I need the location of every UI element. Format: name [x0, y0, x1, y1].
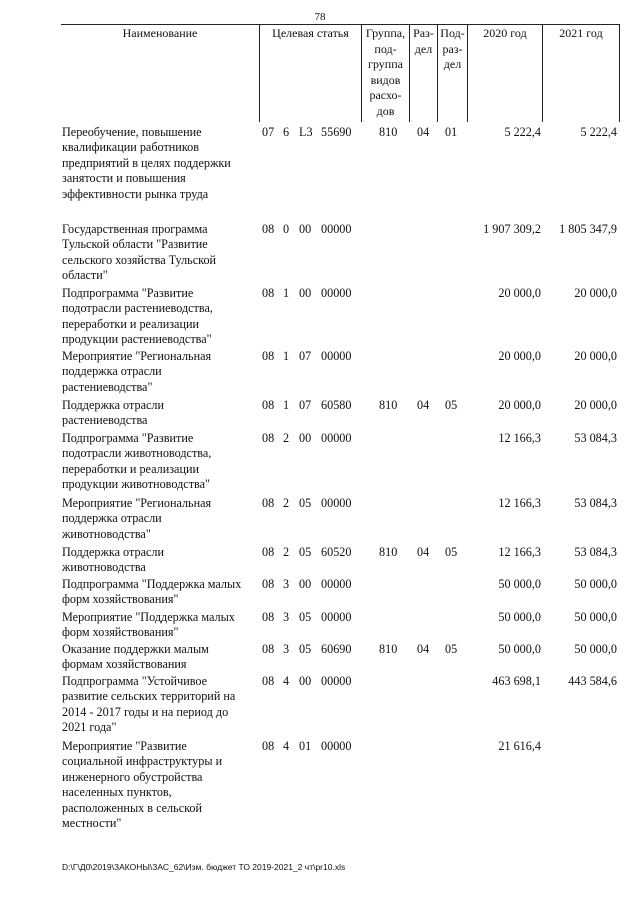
target-code-part: 08: [262, 431, 275, 445]
value-2020: 12 166,3: [498, 496, 541, 510]
header-divider: [619, 24, 620, 122]
row-name-line: инженерного обустройства: [62, 769, 203, 784]
value-2021: 50 000,0: [574, 642, 617, 656]
header-razdel-line: дел: [414, 41, 433, 56]
row-name: [62, 431, 258, 493]
target-code-part: 08: [262, 739, 275, 753]
page-number: 78: [314, 11, 326, 23]
target-code-part: 08: [262, 286, 275, 300]
row-name: [62, 222, 258, 284]
row-name-line: квалификации работников: [62, 140, 199, 155]
row-name-line: населенных пунктов,: [62, 785, 172, 800]
target-code-part: 3: [283, 577, 290, 591]
target-code-part: 00: [299, 431, 312, 445]
target-code-part: 2: [283, 431, 290, 445]
razdel-code: 04: [417, 398, 430, 412]
value-2020: 20 000,0: [498, 286, 541, 300]
target-code-part: 05: [299, 610, 312, 624]
row-name: [62, 286, 258, 348]
value-2021: 20 000,0: [574, 286, 617, 300]
row-name-line: Мероприятие "Региональная: [62, 349, 212, 363]
row-name-line: Мероприятие "Поддержка малых: [62, 610, 235, 624]
row-name-line: продукции животноводства": [62, 477, 211, 492]
target-code-part: 00000: [321, 349, 352, 363]
row-name-line: растениеводства: [62, 413, 148, 428]
header-podrazdel-line: дел: [443, 57, 462, 71]
header-group-line: под-: [374, 41, 397, 56]
row-name-line: переработки и реализации: [62, 316, 200, 331]
group-code: 810: [379, 642, 398, 656]
podrazdel-code: 05: [445, 545, 458, 559]
header-year-2020: 2020 год: [483, 26, 527, 40]
target-code-part: 4: [283, 674, 290, 688]
value-2020: 463 698,1: [492, 674, 541, 688]
value-2021: 53 084,3: [574, 545, 617, 559]
target-code-part: 00000: [321, 674, 352, 688]
target-code-part: 2: [283, 545, 290, 559]
target-code-part: 3: [283, 642, 290, 656]
value-2021: 53 084,3: [574, 496, 617, 510]
row-name-line: поддержка отрасли: [62, 364, 162, 379]
row-name: [62, 349, 258, 395]
row-name: [62, 610, 258, 641]
value-2021: 20 000,0: [574, 398, 617, 412]
podrazdel-code: 01: [445, 125, 458, 139]
value-2020: 1 907 309,2: [483, 222, 541, 236]
razdel-code: 04: [417, 545, 430, 559]
row-name: [62, 398, 258, 429]
row-name-line: форм хозяйствования": [62, 592, 179, 607]
row-name: [62, 496, 258, 542]
row-name-line: поддержка отрасли: [62, 511, 162, 526]
row-name-line: подотрасли животноводства,: [62, 446, 212, 461]
header-year-2021: 2021 год: [559, 26, 603, 40]
header-name: Наименование: [122, 26, 198, 40]
value-2021: 443 584,6: [568, 674, 617, 688]
group-code: 810: [379, 125, 398, 139]
header-group-line: видов: [370, 72, 401, 87]
header-top-border: [61, 24, 619, 25]
row-name-line: Переобучение, повышение: [62, 125, 202, 139]
target-code-part: 07: [299, 349, 312, 363]
value-2021: 50 000,0: [574, 577, 617, 591]
row-name-line: расположенных в сельской: [62, 800, 203, 815]
target-code-part: 05: [299, 496, 312, 510]
target-code-part: 08: [262, 349, 275, 363]
row-name-line: животноводства: [62, 560, 146, 575]
header-razdel: [410, 26, 437, 120]
header-target-article: Целевая статья: [272, 26, 349, 40]
value-2021: 50 000,0: [574, 610, 617, 624]
row-name-line: подотрасли растениеводства,: [62, 301, 213, 316]
value-2020: 5 222,4: [504, 125, 541, 139]
target-code-part: 05: [299, 545, 312, 559]
header-group-line: дов: [376, 103, 395, 118]
target-code-part: 07: [299, 398, 312, 412]
row-name-line: Государственная программа: [62, 222, 208, 236]
target-code-part: 08: [262, 642, 275, 656]
row-name-line: Оказание поддержки малым: [62, 642, 209, 656]
row-name-line: сельского хозяйства Тульской: [62, 252, 217, 267]
value-2020: 12 166,3: [498, 431, 541, 445]
row-name-line: социальной инфраструктуры и: [62, 754, 223, 769]
row-name: [62, 577, 258, 608]
row-name-line: Мероприятие "Развитие: [62, 739, 187, 753]
row-name-line: 2021 года": [62, 720, 117, 735]
target-code-part: 1: [283, 286, 290, 300]
target-code-part: L3: [299, 125, 313, 139]
target-code-part: 60520: [321, 545, 352, 559]
value-2021: 53 084,3: [574, 431, 617, 445]
target-code-part: 08: [262, 398, 275, 412]
row-name-line: Мероприятие "Региональная: [62, 496, 212, 510]
row-name: [62, 739, 258, 831]
row-name-line: Поддержка отрасли: [62, 398, 164, 412]
target-code-part: 4: [283, 739, 290, 753]
razdel-code: 04: [417, 125, 430, 139]
header-razdel-line: Раз-: [413, 26, 434, 40]
value-2020: 50 000,0: [498, 610, 541, 624]
target-code-part: 00000: [321, 286, 352, 300]
row-name-line: Поддержка отрасли: [62, 545, 164, 559]
target-code-part: 1: [283, 349, 290, 363]
target-code-part: 60690: [321, 642, 352, 656]
header-podrazdel: [438, 26, 467, 120]
target-code-part: 00000: [321, 222, 352, 236]
target-code-part: 08: [262, 545, 275, 559]
podrazdel-code: 05: [445, 642, 458, 656]
podrazdel-code: 05: [445, 398, 458, 412]
row-name-line: формам хозяйствования: [62, 657, 187, 672]
header-group-line: Группа,: [365, 26, 406, 40]
target-code-part: 2: [283, 496, 290, 510]
header-group-line: расхо-: [369, 88, 402, 102]
row-name-line: Подпрограмма "Развитие: [62, 431, 194, 445]
target-code-part: 00: [299, 577, 312, 591]
target-code-part: 1: [283, 398, 290, 412]
header-group: [362, 26, 409, 120]
target-code-part: 00000: [321, 496, 352, 510]
target-code-part: 01: [299, 739, 312, 753]
row-name-line: занятости и повышения: [62, 171, 186, 186]
row-name-line: растениеводства": [62, 379, 153, 394]
target-code-part: 00: [299, 674, 312, 688]
target-code-part: 08: [262, 496, 275, 510]
target-code-part: 00000: [321, 739, 352, 753]
row-name: [62, 674, 258, 736]
row-name-line: предприятий в целях поддержки: [62, 155, 231, 170]
row-name-line: области": [62, 268, 108, 283]
file-path-footer: D:\Г\Д0\2019\ЗАКОНЫ\ЗАС_62\Изм. бюджет ТО 2019-2021_2 чт\pr10.xls: [62, 862, 346, 872]
header-podrazdel-line: Под-: [440, 26, 465, 40]
row-name-line: продукции растениеводства": [62, 332, 212, 347]
row-name-line: переработки и реализации: [62, 461, 200, 476]
value-2020: 50 000,0: [498, 577, 541, 591]
target-code-part: 0: [283, 222, 290, 236]
row-name-line: эффективности рынка труда: [62, 186, 209, 201]
row-name-line: форм хозяйствования": [62, 625, 179, 640]
group-code: 810: [379, 398, 398, 412]
row-name-line: развитие сельских территорий на: [62, 689, 236, 704]
row-name: [62, 642, 258, 673]
value-2021: 5 222,4: [580, 125, 617, 139]
value-2020: 50 000,0: [498, 642, 541, 656]
target-code-part: 00000: [321, 431, 352, 445]
value-2020: 20 000,0: [498, 349, 541, 363]
target-code-part: 55690: [321, 125, 352, 139]
row-name-line: Подпрограмма "Устойчивое: [62, 674, 208, 688]
row-name-line: животноводства": [62, 526, 151, 541]
row-name: [62, 125, 258, 202]
value-2021: 1 805 347,9: [559, 222, 617, 236]
razdel-code: 04: [417, 642, 430, 656]
target-code-part: 08: [262, 577, 275, 591]
row-name-line: Подпрограмма "Поддержка малых: [62, 577, 242, 591]
header-podrazdel-line: раз-: [442, 41, 463, 56]
value-2020: 21 616,4: [498, 739, 541, 753]
group-code: 810: [379, 545, 398, 559]
target-code-part: 05: [299, 642, 312, 656]
row-name-line: Тульской области "Развитие: [62, 237, 208, 252]
row-name-line: Подпрограмма "Развитие: [62, 286, 194, 300]
row-name-line: 2014 - 2017 годы и на период до: [62, 704, 229, 719]
target-code-part: 6: [283, 125, 290, 139]
value-2020: 12 166,3: [498, 545, 541, 559]
target-code-part: 00000: [321, 610, 352, 624]
value-2021: 20 000,0: [574, 349, 617, 363]
target-code-part: 08: [262, 674, 275, 688]
row-name: [62, 545, 258, 576]
header-group-line: группа: [368, 57, 403, 71]
target-code-part: 00000: [321, 577, 352, 591]
target-code-part: 08: [262, 610, 275, 624]
target-code-part: 07: [262, 125, 275, 139]
target-code-part: 00: [299, 286, 312, 300]
target-code-part: 60580: [321, 398, 352, 412]
row-name-line: местности": [62, 816, 122, 831]
target-code-part: 00: [299, 222, 312, 236]
value-2020: 20 000,0: [498, 398, 541, 412]
target-code-part: 3: [283, 610, 290, 624]
target-code-part: 08: [262, 222, 275, 236]
